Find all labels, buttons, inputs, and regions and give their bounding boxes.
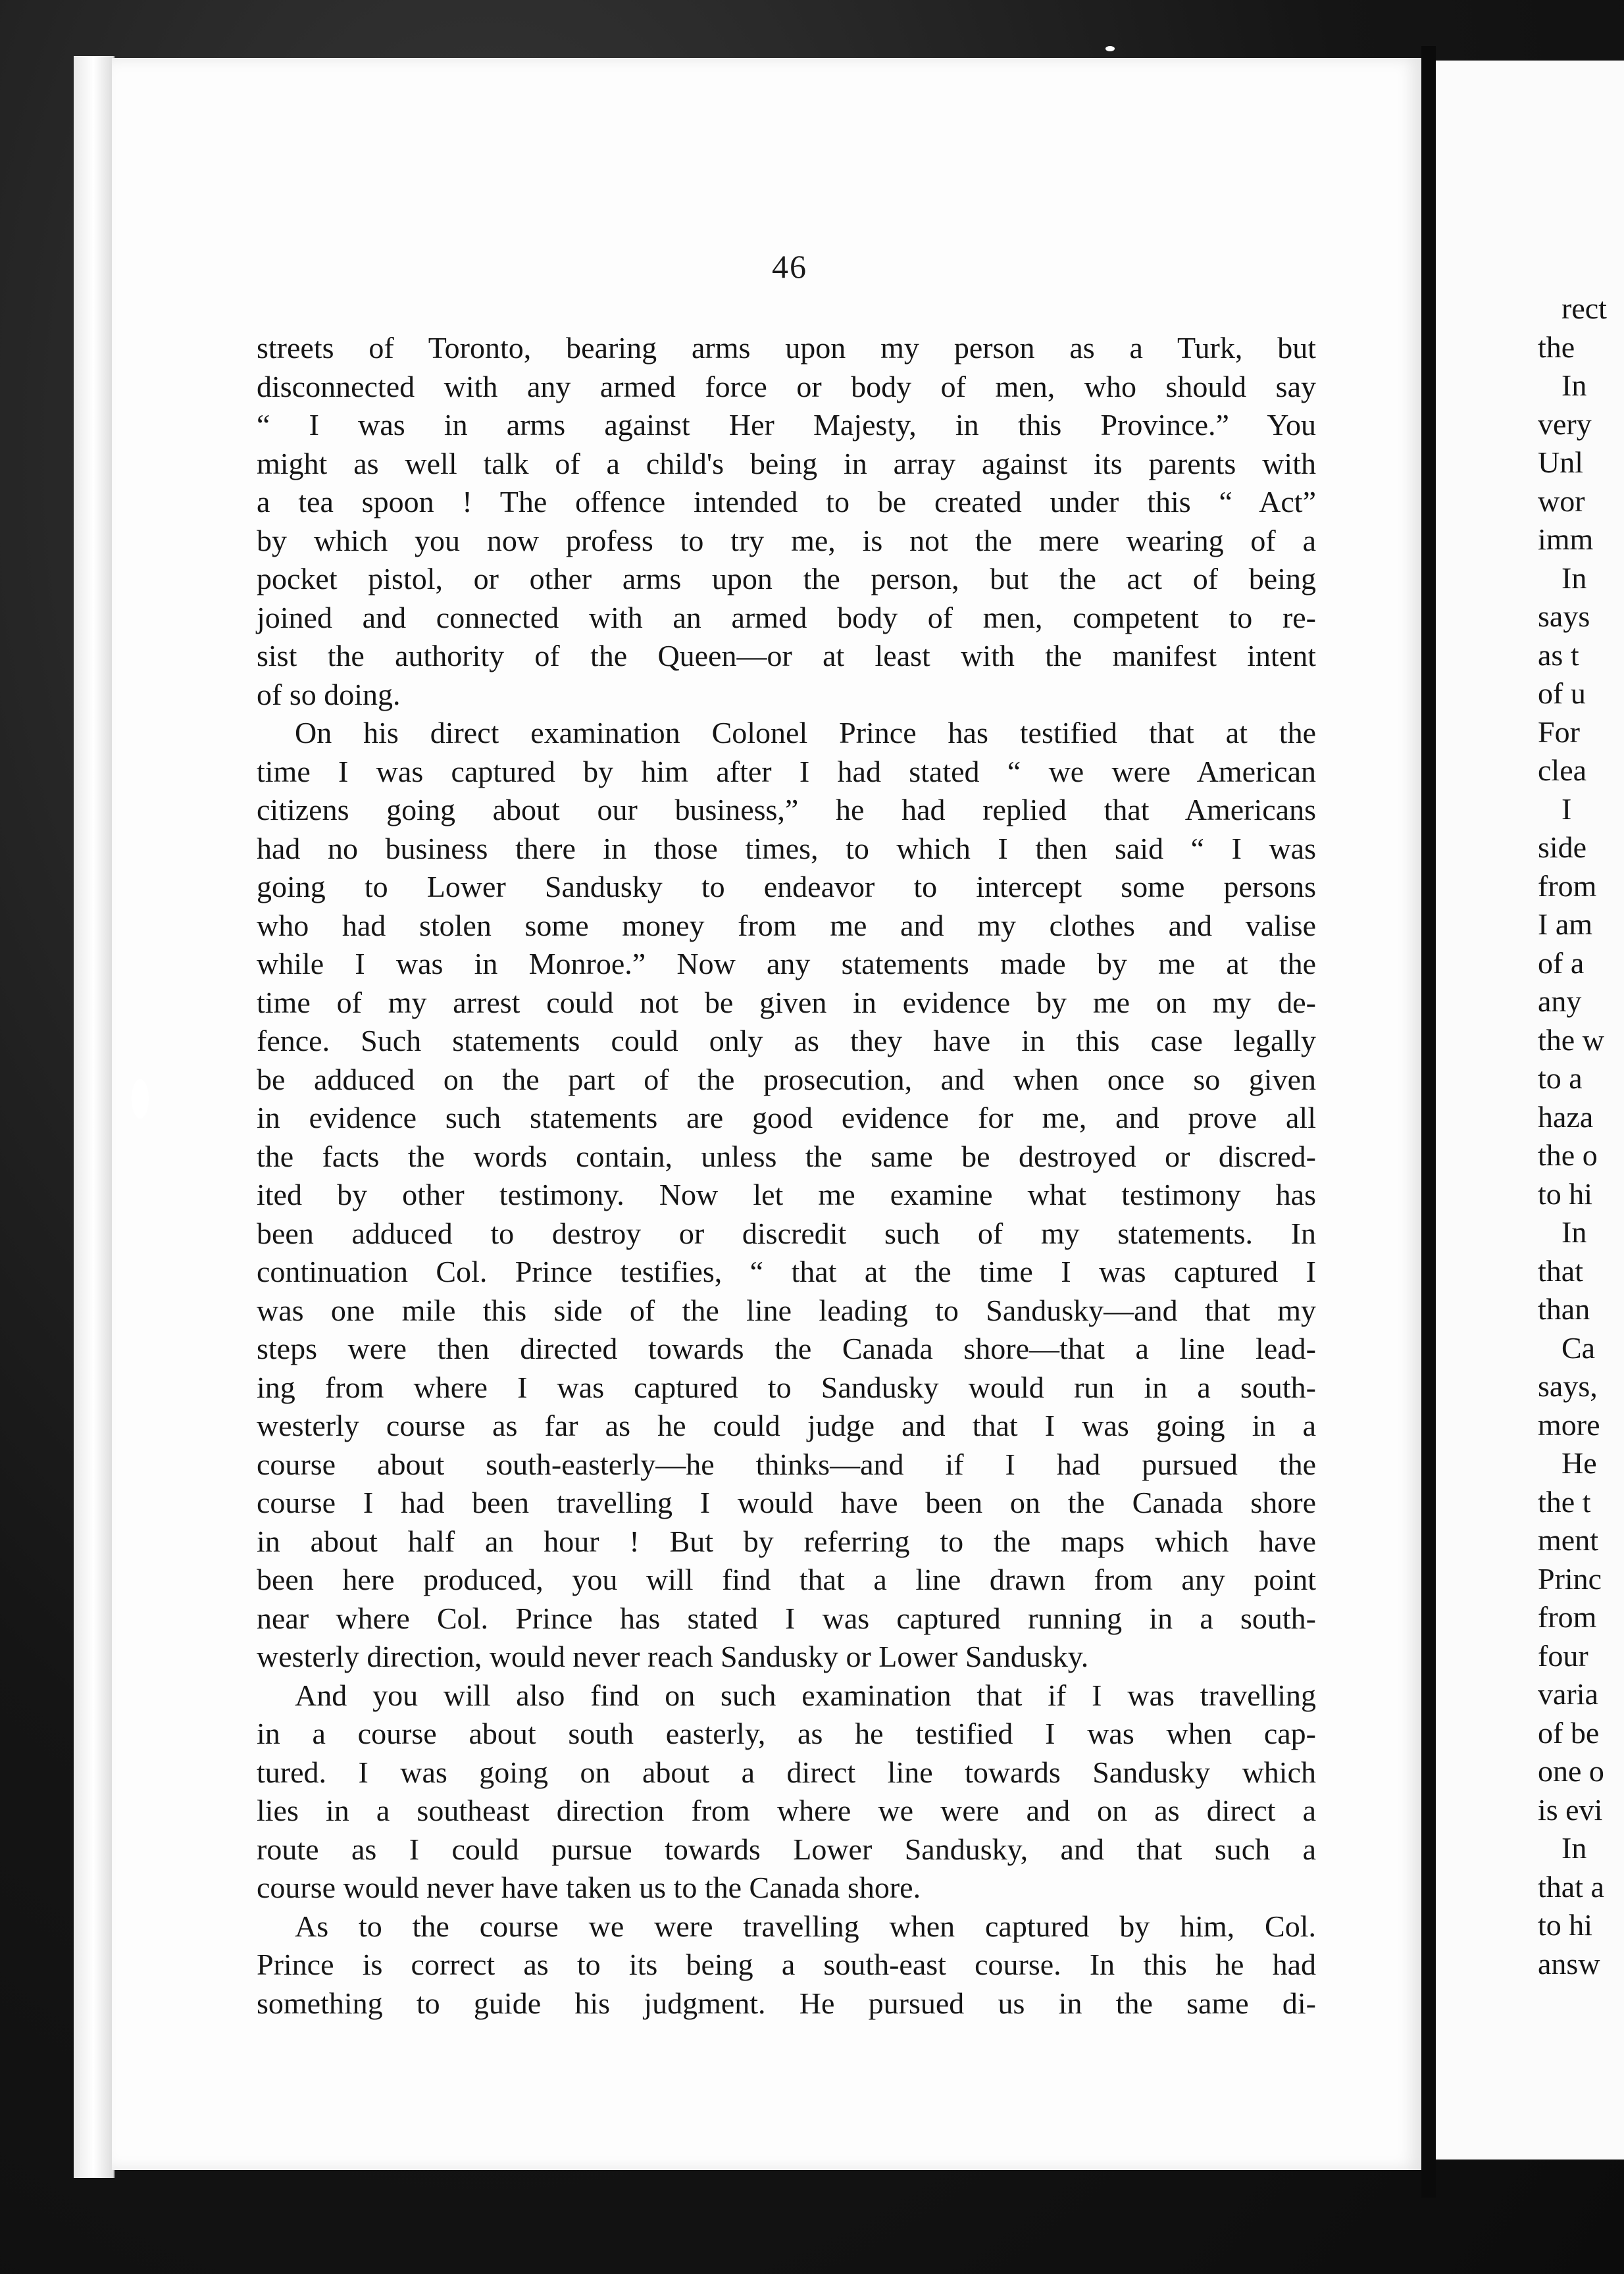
facing-page-line: as t bbox=[1538, 638, 1579, 672]
facing-page-line: any bbox=[1538, 984, 1582, 1018]
text-line: westerly direction, would never reach Sandusky or Lower Sandusky. bbox=[257, 1640, 1089, 1673]
facing-page-line: that bbox=[1538, 1253, 1583, 1288]
text-line: who had stolen some money from me and my clothes and valise bbox=[257, 908, 1316, 942]
text-line: in about half an hour ! But by referring to the maps which have bbox=[257, 1524, 1316, 1558]
text-line: something to guide his judgment. He pursued us in the same di- bbox=[257, 1986, 1316, 2020]
text-line: tured. I was going on about a direct line towards Sandusky which bbox=[257, 1755, 1316, 1789]
facing-page-line: rect bbox=[1561, 291, 1607, 325]
text-line: steps were then directed towards the Canada shore—that a line lead- bbox=[257, 1332, 1316, 1365]
text-line: course about south-easterly—he thinks—and if I had pursued the bbox=[257, 1447, 1316, 1481]
facing-page-line: says, bbox=[1538, 1369, 1598, 1403]
facing-page-line: the o bbox=[1538, 1138, 1598, 1172]
facing-page-line: the w bbox=[1538, 1023, 1604, 1057]
text-line: had no business there in those times, to which I then said “ I was bbox=[257, 831, 1316, 865]
facing-page-line: than bbox=[1538, 1292, 1590, 1326]
text-line: by which you now profess to try me, is not the mere wearing of a bbox=[257, 523, 1316, 557]
text-line: On his direct examination Colonel Prince has testified that at the bbox=[295, 716, 1316, 749]
facing-page-line: that a bbox=[1538, 1869, 1604, 1904]
facing-page-line: In bbox=[1561, 1831, 1587, 1865]
book-gutter bbox=[1421, 46, 1436, 2198]
text-line: in a course about south easterly, as he testified I was when cap- bbox=[257, 1717, 1316, 1750]
facing-page-line: For bbox=[1538, 715, 1580, 749]
facing-page-line: Unl bbox=[1538, 445, 1583, 479]
facing-page-line: He bbox=[1561, 1446, 1597, 1480]
page-edge-strip bbox=[74, 56, 114, 2178]
text-line: in evidence such statements are good evidence for me, and prove all bbox=[257, 1101, 1316, 1134]
text-line: ing from where I was captured to Sandusky would run in a south- bbox=[257, 1370, 1316, 1404]
text-line: sist the authority of the Queen—or at least with the manifest intent bbox=[257, 639, 1316, 672]
text-line: been here produced, you will find that a line drawn from any point bbox=[257, 1563, 1316, 1596]
text-line: the facts the words contain, unless the same be destroyed or discred- bbox=[257, 1139, 1316, 1173]
facing-page-line: the t bbox=[1538, 1484, 1591, 1519]
facing-page-line: varia bbox=[1538, 1677, 1598, 1711]
text-line: disconnected with any armed force or body of men, who should say bbox=[257, 369, 1316, 403]
text-line: a tea spoon ! The offence intended to be created under this “ Act” bbox=[257, 485, 1316, 518]
page-number: 46 bbox=[772, 248, 807, 285]
text-line: of so doing. bbox=[257, 677, 401, 711]
paper-speck bbox=[132, 1079, 149, 1119]
text-line: Prince is correct as to its being a south-east course. In this he had bbox=[257, 1948, 1316, 1981]
text-line: was one mile this side of the line leading to Sandusky—and that my bbox=[257, 1293, 1316, 1327]
text-line: time of my arrest could not be given in evidence by me on my de- bbox=[257, 985, 1316, 1019]
facing-page-line: wor bbox=[1538, 484, 1585, 518]
facing-page-line: of u bbox=[1538, 676, 1586, 710]
facing-page-line: one o bbox=[1538, 1754, 1604, 1788]
facing-page-line: of a bbox=[1538, 946, 1585, 980]
facing-page-line: is evi bbox=[1538, 1792, 1603, 1827]
facing-page-line: I am bbox=[1538, 907, 1593, 941]
text-line: lies in a southeast direction from where we were and on as direct a bbox=[257, 1794, 1316, 1827]
paper-speck bbox=[1105, 46, 1115, 51]
facing-page-line: imm bbox=[1538, 522, 1594, 556]
facing-page-line: haza bbox=[1538, 1099, 1594, 1134]
facing-page-line: to hi bbox=[1538, 1176, 1593, 1211]
text-line: pocket pistol, or other arms upon the person, but the act of being bbox=[257, 562, 1316, 595]
facing-page-line: to a bbox=[1538, 1061, 1583, 1095]
facing-page-line: In bbox=[1561, 368, 1587, 402]
facing-page-line: I bbox=[1561, 792, 1572, 826]
text-line: westerly course as far as he could judge and that I was going in a bbox=[257, 1409, 1316, 1442]
text-line: citizens going about our business,” he had replied that Americans bbox=[257, 793, 1316, 826]
text-line: might as well talk of a child's being in array against its parents with bbox=[257, 446, 1316, 480]
text-line: And you will also find on such examination that if I was travelling bbox=[295, 1678, 1316, 1712]
facing-page-line: very bbox=[1538, 407, 1592, 441]
facing-page-line: In bbox=[1561, 1215, 1587, 1249]
facing-page-line: of be bbox=[1538, 1715, 1600, 1750]
facing-page-line: ment bbox=[1538, 1523, 1598, 1557]
facing-page-line: side bbox=[1538, 830, 1587, 864]
facing-page-line: more bbox=[1538, 1407, 1600, 1442]
facing-page-text bbox=[1538, 290, 1624, 1983]
facing-page-line: says bbox=[1538, 599, 1590, 633]
text-line: fence. Such statements could only as they have in this case legally bbox=[257, 1024, 1316, 1057]
text-line: been adduced to destroy or discredit such of my statements. In bbox=[257, 1216, 1316, 1250]
text-line: course would never have taken us to the Canada shore. bbox=[257, 1871, 921, 1904]
text-line: time I was captured by him after I had stated “ we were American bbox=[257, 754, 1316, 788]
text-line: joined and connected with an armed body of men, competent to re- bbox=[257, 600, 1316, 634]
text-line: going to Lower Sandusky to endeavor to intercept some persons bbox=[257, 870, 1316, 903]
text-line: course I had been travelling I would have been on the Canada shore bbox=[257, 1486, 1316, 1519]
text-line: continuation Col. Prince testifies, “ that at the time I was captured I bbox=[257, 1255, 1316, 1288]
facing-page-line: clea bbox=[1538, 753, 1587, 787]
facing-page-line: from bbox=[1538, 869, 1597, 903]
facing-page-line: the bbox=[1538, 330, 1575, 364]
facing-page-line: Ca bbox=[1561, 1330, 1596, 1365]
text-line: As to the course we were travelling when captured by him, Col. bbox=[295, 1909, 1316, 1943]
text-line: route as I could pursue towards Lower Sandusky, and that such a bbox=[257, 1832, 1316, 1866]
text-line: be adduced on the part of the prosecution, and when once so given bbox=[257, 1062, 1316, 1096]
facing-page-line: Princ bbox=[1538, 1561, 1602, 1596]
text-line: “ I was in arms against Her Majesty, in this Province.” You bbox=[257, 408, 1316, 442]
page-body-text bbox=[257, 329, 1316, 2023]
facing-page-line: answ bbox=[1538, 1946, 1600, 1981]
text-line: while I was in Monroe.” Now any statements made by me at the bbox=[257, 947, 1316, 980]
facing-page-line: four bbox=[1538, 1638, 1588, 1673]
text-line: streets of Toronto, bearing arms upon my person as a Turk, but bbox=[257, 331, 1316, 365]
text-line: ited by other testimony. Now let me examine what testimony has bbox=[257, 1178, 1316, 1211]
facing-page-line: from bbox=[1538, 1600, 1597, 1634]
facing-page-line: to hi bbox=[1538, 1908, 1593, 1942]
text-line: near where Col. Prince has stated I was captured running in a south- bbox=[257, 1601, 1316, 1635]
facing-page-line: In bbox=[1561, 561, 1587, 595]
